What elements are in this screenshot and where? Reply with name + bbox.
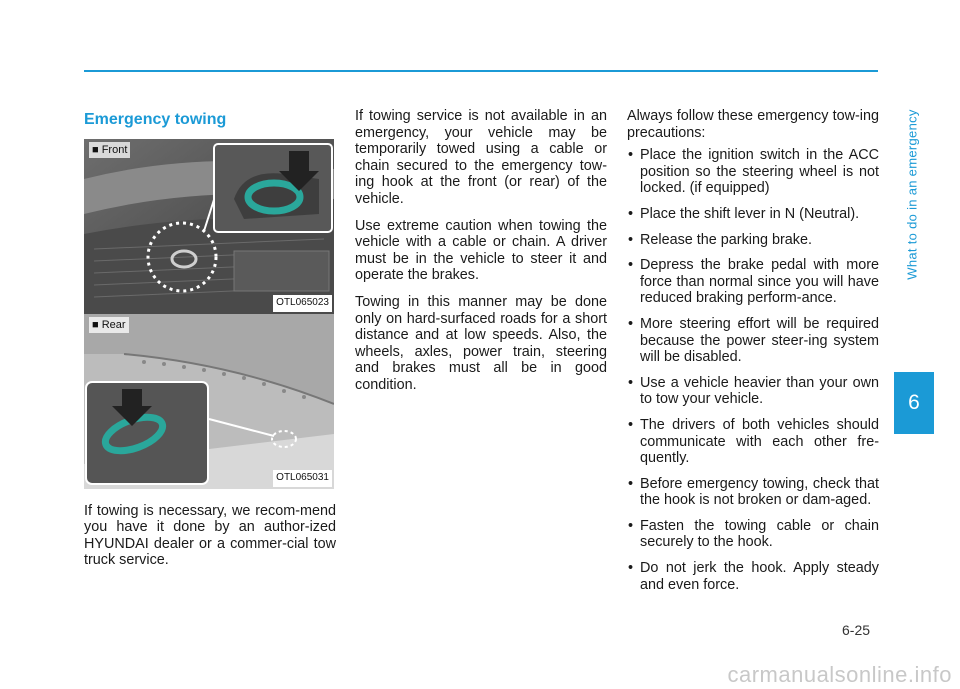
- front-figure-code: OTL065023: [273, 295, 332, 312]
- precautions-intro: Always follow these emergency tow-ing precautions:: [627, 108, 879, 141]
- col1-paragraph: If towing is necessary, we recom-mend you have it done by an author-ized HYUNDAI dealer or a commer-cial tow truck service.: [84, 502, 336, 569]
- towing-figure: [84, 139, 334, 489]
- front-bumper-image: [84, 139, 334, 314]
- list-item: • Fasten the towing cable or chain securely to the hook.: [627, 518, 879, 551]
- rear-figure-code: OTL065031: [273, 470, 332, 487]
- column-3: [627, 108, 879, 602]
- col2-paragraph-1: If towing service is not available in an emergency, your vehicle may be temporarily towed using a cable or chain secured to the emergency tow-ing hook at the front (or rear) of the vehicle.: [355, 108, 607, 207]
- page-number: 6-25: [842, 622, 871, 638]
- rear-figure-label: ■ Rear: [89, 317, 129, 334]
- list-item: • Release the parking brake.: [627, 232, 879, 249]
- front-hook-illustration: [84, 139, 334, 314]
- chapter-number-tab[interactable]: 6: [894, 372, 934, 434]
- column-1: [84, 108, 336, 579]
- list-item: • Do not jerk the hook. Apply steady and even force.: [627, 560, 879, 593]
- rear-bumper-image: [84, 314, 334, 489]
- col2-paragraph-3: Towing in this manner may be done only on hard-surfaced roads for a short distance and at low speeds. Also, the wheels, axles, power train, steering and brakes must all be in good condition.: [355, 293, 607, 393]
- section-heading: Emergency towing: [84, 111, 227, 128]
- col2-paragraph-2: Use extreme caution when towing the vehicle with a cable or chain. A driver must be in the vehicle to steer it and operate the brakes.: [355, 217, 607, 284]
- chapter-title-text: What to do in an emergency: [904, 108, 920, 280]
- list-item: • Place the ignition switch in the ACC position so the steering wheel is not locked. (if equipped): [627, 147, 879, 197]
- watermark[interactable]: carmanualsonline.info: [727, 662, 952, 687]
- list-item: • More steering effort will be required because the power steer-ing system will be disabled.: [627, 316, 879, 366]
- front-figure-label: ■ Front: [89, 142, 130, 159]
- list-item: • The drivers of both vehicles should communicate with each other fre-quently.: [627, 417, 879, 467]
- rear-hook-illustration: [84, 314, 334, 489]
- list-item: • Place the shift lever in N (Neutral).: [627, 206, 879, 223]
- list-item: • Use a vehicle heavier than your own to tow your vehicle.: [627, 375, 879, 408]
- list-item: • Depress the brake pedal with more force than normal since you will have reduced braking perform-ance.: [627, 257, 879, 307]
- chapter-side-title: [897, 24, 927, 364]
- list-item: • Before emergency towing, check that the hook is not broken or dam-aged.: [627, 476, 879, 509]
- precautions-list: [627, 147, 879, 593]
- header-rule: [84, 70, 878, 72]
- column-2: [355, 108, 607, 404]
